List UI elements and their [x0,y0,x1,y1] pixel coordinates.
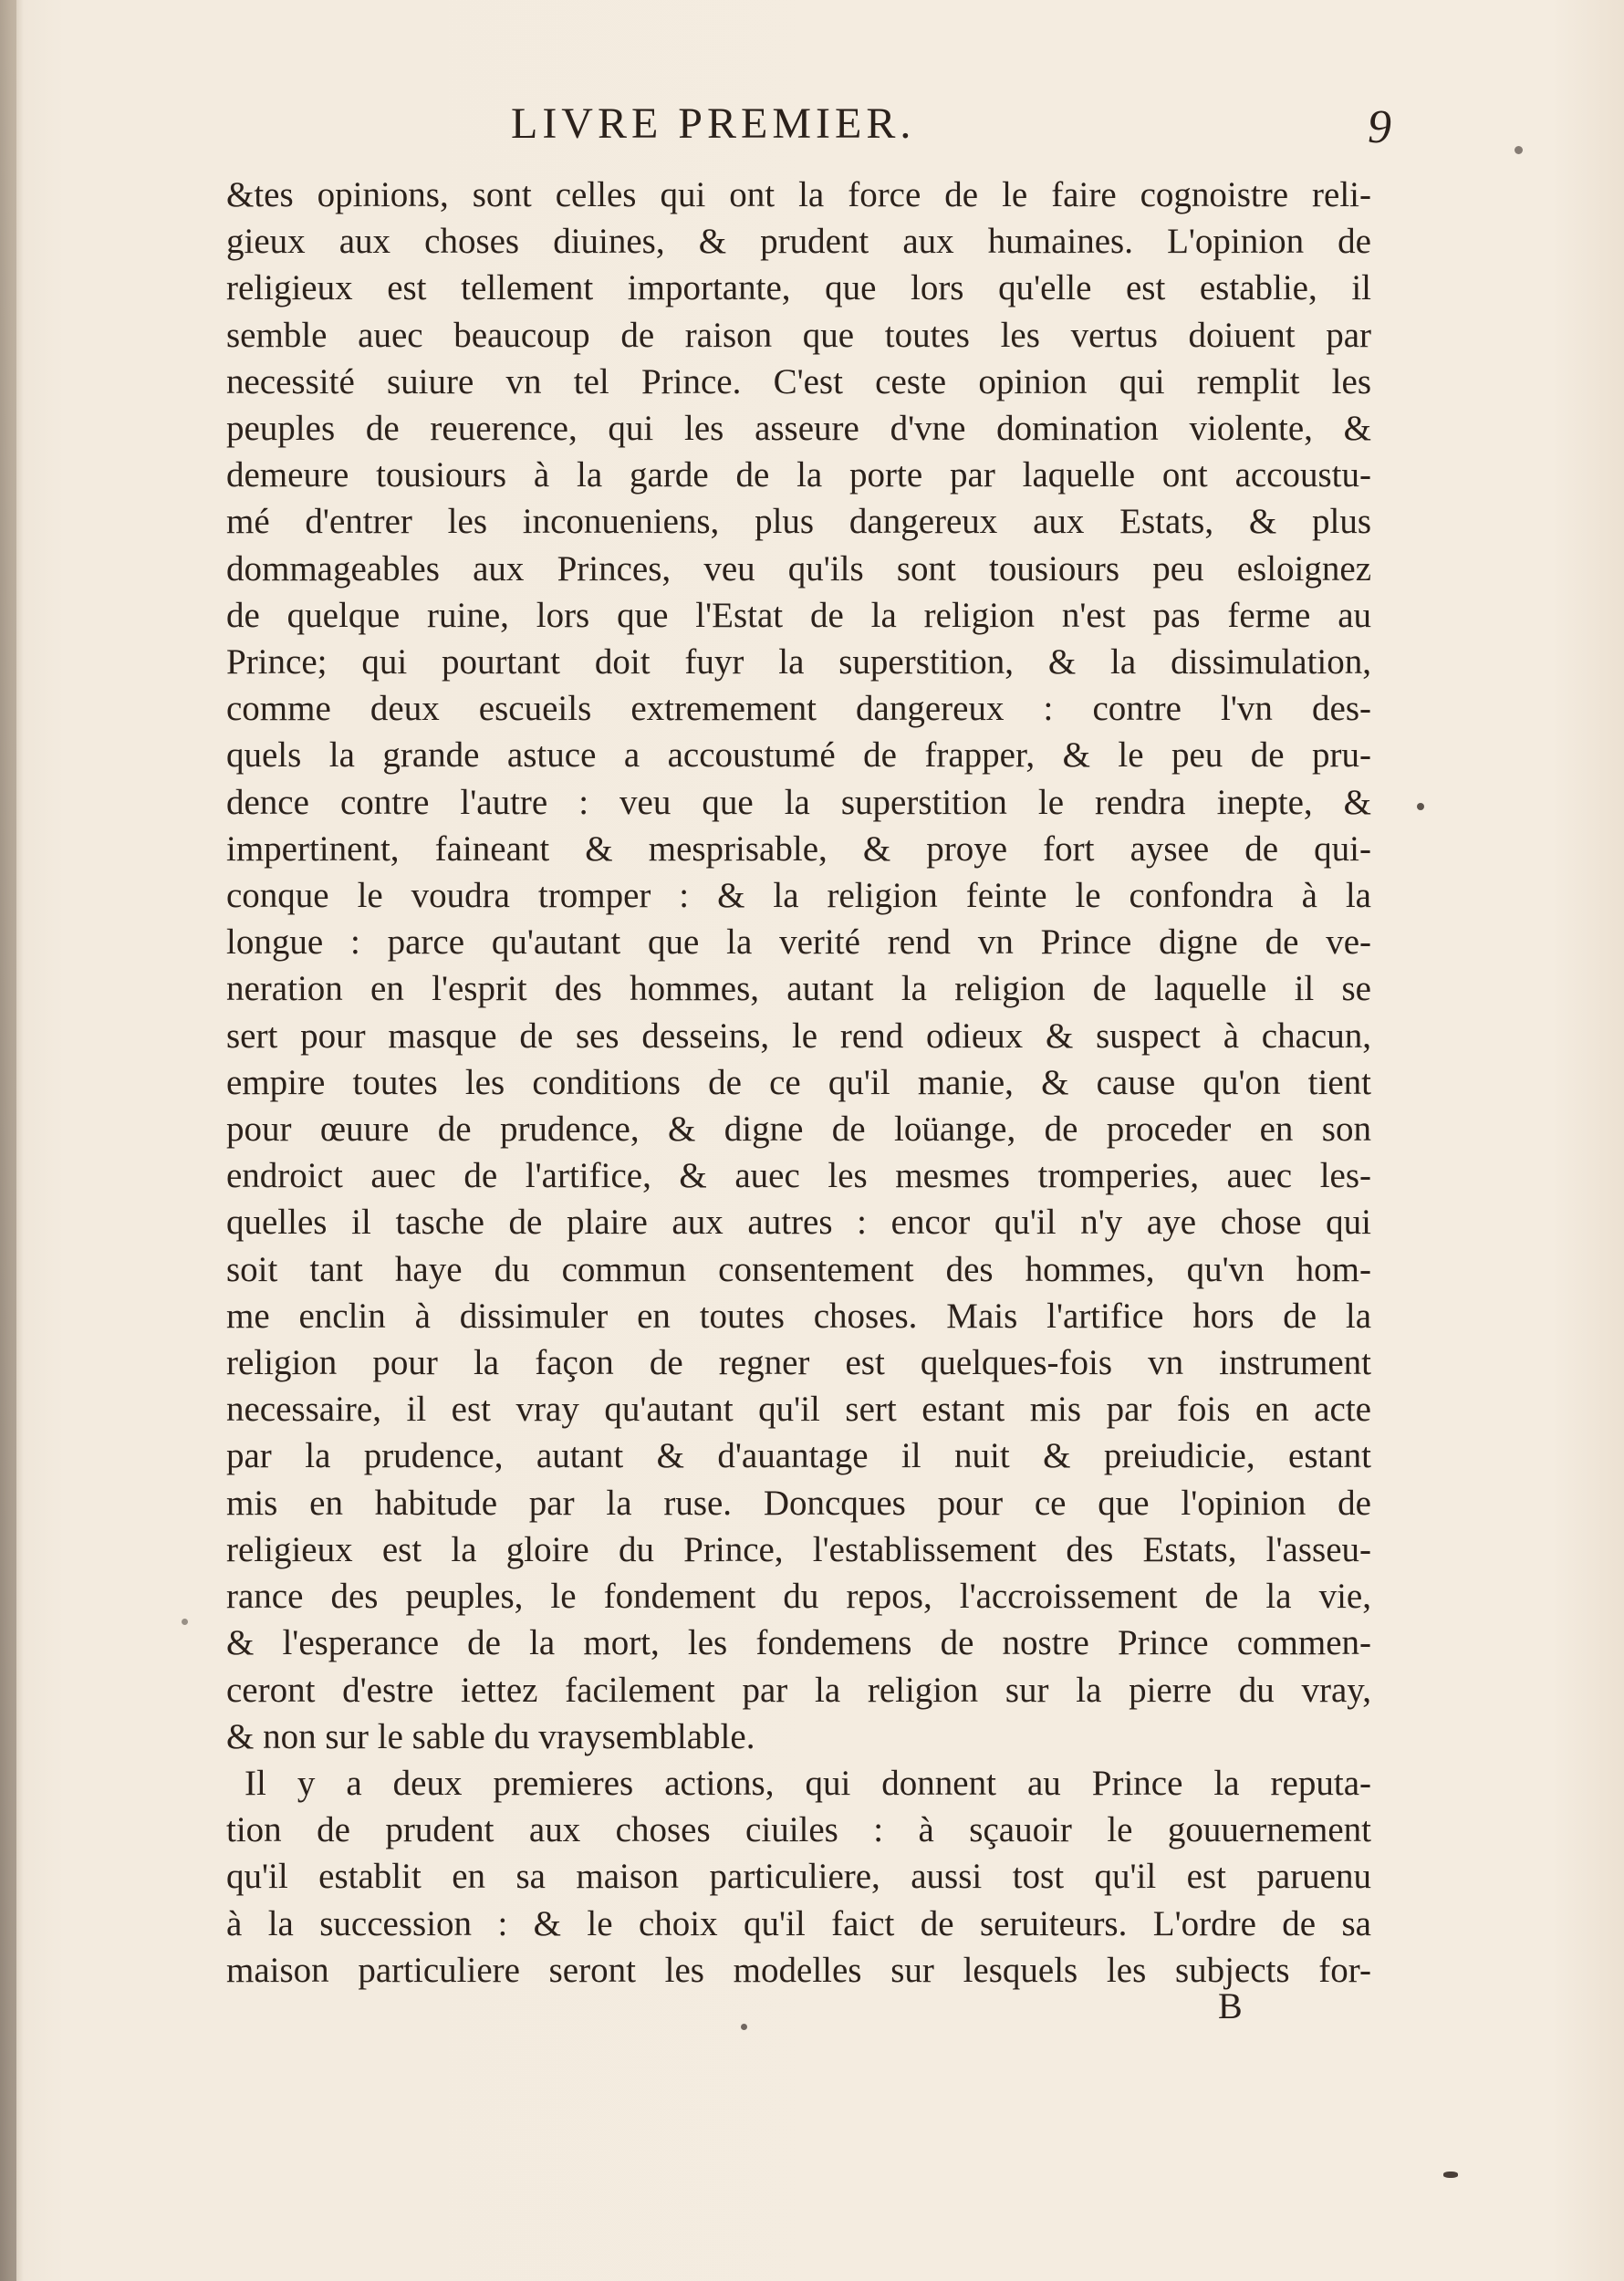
text-line: mé d'entrer les inconueniens, plus dangereux aux Estats, & plus [226,502,1371,542]
text-line: demeure tousiours à la garde de la porte par laquelle ont accoustu- [226,455,1371,495]
text-line: quelles il tasche de plaire aux autres : encor qu'il n'y aye chose qui [226,1203,1371,1243]
text-line: à la succession : & le choix qu'il faict de seruiteurs. L'ordre de sa [226,1903,1371,1943]
text-line: necessité suiure vn tel Prince. C'est ceste opinion qui remplit les [226,361,1371,401]
text-line: quels la grande astuce a accoustumé de frapper, & le peu de pru- [226,735,1371,776]
text-line: soit tant haye du commun consentement des hommes, qu'vn hom- [226,1249,1371,1289]
text-line: endroict auec de l'artifice, & auec les mesmes tromperies, auec les- [226,1156,1371,1196]
text-line: mis en habitude par la ruse. Doncques pour ce que l'opinion de [226,1483,1371,1523]
text-line: religieux est la gloire du Prince, l'establissement des Estats, l'asseu- [226,1529,1371,1569]
ink-speck [741,2024,747,2030]
text-line: religion pour la façon de regner est quelques-fois vn instrument [226,1343,1371,1383]
text-line: par la prudence, autant & d'auantage il nuit & preiudicie, estant [226,1436,1371,1476]
text-line: qu'il establit en sa maison particuliere, aussi tost qu'il est paruenu [226,1857,1371,1897]
text-line: sert pour masque de ses desseins, le rend odieux & suspect à chacun, [226,1016,1371,1056]
text-line: religieux est tellement importante, que lors qu'elle est establie, il [226,268,1371,308]
text-line: empire toutes les conditions de ce qu'il manie, & cause qu'on tient [226,1062,1371,1102]
text-line: me enclin à dissimuler en toutes choses. Mais l'artifice hors de la [226,1296,1371,1336]
running-head: LIVRE PREMIER. [511,99,916,148]
text-line: Prince; qui pourtant doit fuyr la superstition, & la dissimulation, [226,642,1371,682]
text-line: & l'esperance de la mort, les fondemens de nostre Prince commen- [226,1623,1371,1663]
ink-speck [1515,146,1523,154]
page-number: 9 [1368,101,1391,153]
text-line: tion de prudent aux choses ciuiles : à sçauoir le gouuernement [226,1810,1371,1850]
text-line: Il y a deux premieres actions, qui donnent au Prince la reputa- [245,1763,1371,1803]
text-line: impertinent, faineant & mesprisable, & proye fort aysee de qui- [226,828,1371,869]
text-line: maison particuliere seront les modelles sur lesquels les subjects for- [226,1950,1371,1990]
text-line: ceront d'estre iettez facilement par la religion sur la pierre du vray, [226,1670,1371,1710]
text-line: & non sur le sable du vraysemblable. [226,1716,755,1756]
text-line: dommageables aux Princes, veu qu'ils sont tousiours peu esloignez [226,548,1371,588]
text-line: gieux aux choses diuines, & prudent aux humaines. L'opinion de [226,222,1371,262]
text-line: comme deux escueils extremement dangereux : contre l'vn des- [226,689,1371,729]
text-line: conque le voudra tromper : & la religion feinte le confondra à la [226,876,1371,916]
text-line: peuples de reuerence, qui les asseure d'vne domination violente, & [226,409,1371,449]
text-line: de quelque ruine, lors que l'Estat de la religion n'est pas ferme au [226,595,1371,635]
text-line: neration en l'esprit des hommes, autant la religion de laquelle il se [226,969,1371,1009]
ink-speck [1417,803,1424,810]
signature-mark: B [1218,1985,1243,2026]
body-text [226,172,1371,1994]
text-line: rance des peuples, le fondement du repos, l'accroissement de la vie, [226,1577,1371,1617]
text-line: longue : parce qu'autant que la verité rend vn Prince digne de ve- [226,922,1371,963]
text-line: semble auec beaucoup de raison que toutes les vertus doiuent par [226,315,1371,355]
text-line: &tes opinions, sont celles qui ont la force de le faire cognoistre reli- [226,175,1371,214]
text-line: dence contre l'autre : veu que la superstition le rendra inepte, & [226,782,1371,822]
ink-speck [182,1619,188,1625]
text-line: necessaire, il est vray qu'autant qu'il sert estant mis par fois en acte [226,1390,1371,1430]
ink-speck [1443,2172,1458,2178]
text-line: pour œuure de prudence, & digne de loüange, de proceder en son [226,1109,1371,1150]
binding-shadow [0,0,16,2281]
